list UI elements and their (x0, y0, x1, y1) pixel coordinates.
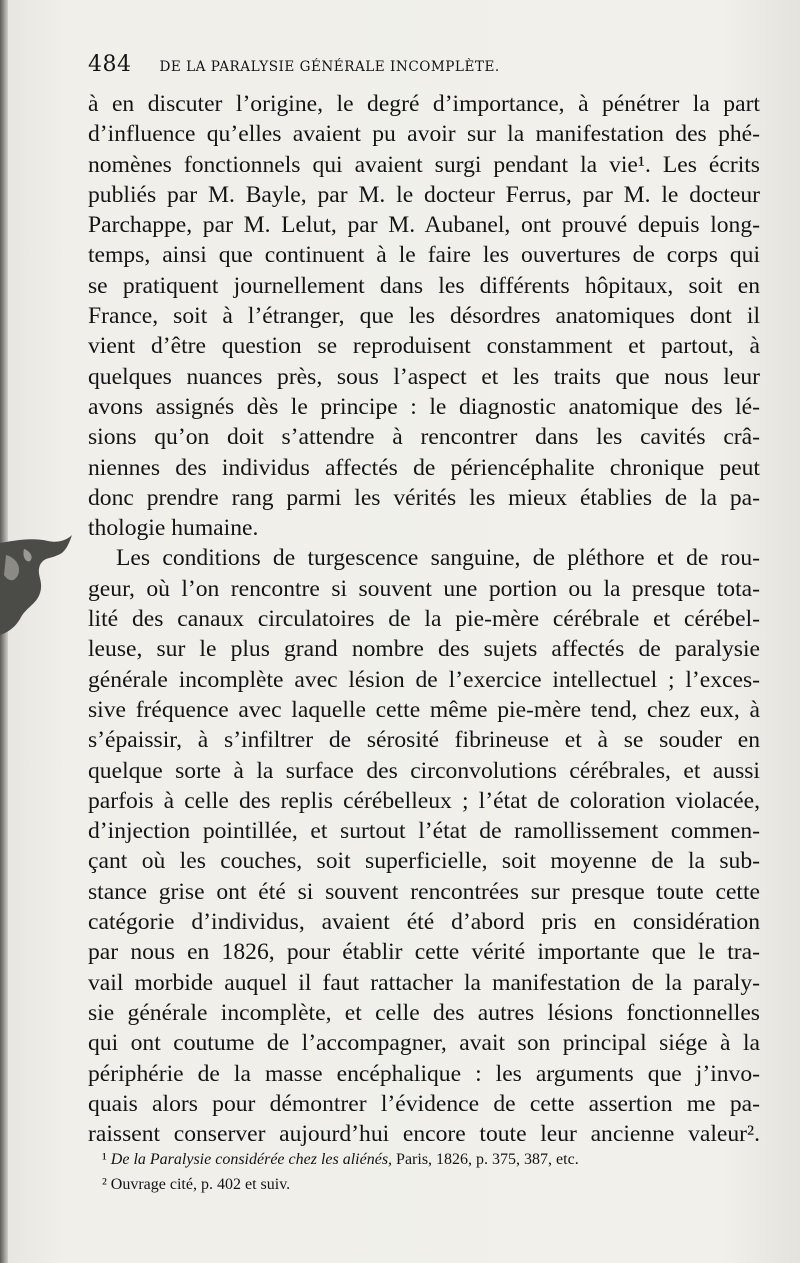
text-line: se pratiquent journellement dans les différents hôpitaux, soit en (88, 272, 760, 299)
footnote-cited-title: De la Paralysie considérée chez les aliénés, (110, 1151, 393, 1168)
footnote-citation: Paris, 1826, p. 375, 387, etc. (392, 1151, 579, 1168)
text-line: qui ont coutume de l’accompagner, avait son principal siége à la (88, 1030, 760, 1057)
text-line: leuse, sur le plus grand nombre des sujets affectés de paralysie (88, 636, 760, 663)
text-line: quelque sorte à la surface des circonvolutions cérébrales, et aussi (88, 757, 760, 784)
text-line: quelques nuances près, sous l’aspect et les traits que nous leur (88, 363, 760, 390)
page-number: 484 (88, 52, 132, 77)
text-line-paragraph-start: Les conditions de turgescence sanguine, de pléthore et de rou- (116, 545, 760, 572)
text-line: sive fréquence avec laquelle cette même pie-mère tend, chez eux, à (88, 696, 760, 723)
text-line: Parchappe, par M. Lelut, par M. Aubanel, ont prouvé depuis long- (88, 212, 760, 239)
text-line: d’influence qu’elles avaient pu avoir sur la manifestation des phé- (88, 121, 760, 148)
running-head: DE LA PARALYSIE GÉNÉRALE INCOMPLÈTE. (159, 59, 500, 75)
text-line: publiés par M. Bayle, par M. le docteur Ferrus, par M. le docteur (88, 181, 760, 208)
text-line: à en discuter l’origine, le degré d’importance, à pénétrer la part (88, 91, 760, 117)
text-line: geur, où l’on rencontre si souvent une portion ou la presque tota- (88, 575, 760, 602)
text-line: sie générale incomplète, et celle des autres lésions fonctionnelles (88, 999, 760, 1026)
text-line: avons assignés dès le principe : le diagnostic anatomique des lé- (88, 393, 760, 420)
footnote-citation: Ouvrage cité, p. 402 et suiv. (110, 1176, 291, 1193)
text-line-paragraph-end: thologie humaine. (88, 515, 259, 542)
text-line: quais alors pour démontrer l’évidence de cette assertion me pa- (88, 1090, 760, 1117)
text-line: parfois à celle des replis cérébelleux ; l’état de coloration violacée, (88, 787, 760, 814)
text-line: périphérie de la masse encéphalique : les arguments que j’invo- (88, 1060, 760, 1087)
text-line: lité des canaux circulatoires de la pie-mère cérébrale et cérébel- (88, 606, 760, 633)
text-line: générale incomplète avec lésion de l’exercice intellectuel ; l’exces- (88, 666, 760, 693)
text-line: vail morbide auquel il faut rattacher la manifestation de la paraly- (88, 969, 760, 996)
footnote-2 (102, 1172, 762, 1197)
text-line: stance grise ont été si souvent rencontrées sur presque toute cette (88, 878, 760, 905)
text-line: par nous en 1826, pour établir cette vérité importante que le tra- (88, 939, 760, 966)
text-line: raissent conserver aujourd’hui encore toute leur ancienne valeur². (88, 1121, 760, 1148)
text-line: niennes des individus affectés de périencéphalite chronique peut (88, 454, 760, 481)
footnote-marker: ² (102, 1176, 107, 1193)
text-line: nomènes fonctionnels qui avaient surgi pendant la vie¹. Les écrits (88, 151, 760, 178)
text-line: France, soit à l’étranger, que les désordres anatomiques dont il (88, 303, 760, 330)
ink-smudge-stain (0, 535, 72, 635)
footnote-marker: ¹ (102, 1151, 107, 1168)
text-line: catégorie d’individus, avaient été d’abord pris en considération (88, 909, 760, 936)
text-line: çant où les couches, soit superficielle, soit moyenne de la sub- (88, 848, 760, 875)
body-text (88, 89, 760, 1149)
footnote-1 (102, 1147, 762, 1172)
text-line: d’injection pointillée, et surtout l’état de ramollissement commen- (88, 818, 760, 845)
page-header (88, 52, 760, 82)
text-line: temps, ainsi que continuent à le faire les ouvertures de corps qui (88, 242, 760, 269)
text-line: sions qu’on doit s’attendre à rencontrer dans les cavités crâ- (88, 424, 760, 451)
footnotes (102, 1147, 762, 1197)
text-line: vient d’être question se reproduisent constamment et partout, à (88, 333, 760, 360)
text-line: donc prendre rang parmi les vérités les mieux établies de la pa- (88, 484, 760, 511)
text-line: s’épaissir, à s’infiltrer de sérosité fibrineuse et à se souder en (88, 727, 760, 754)
